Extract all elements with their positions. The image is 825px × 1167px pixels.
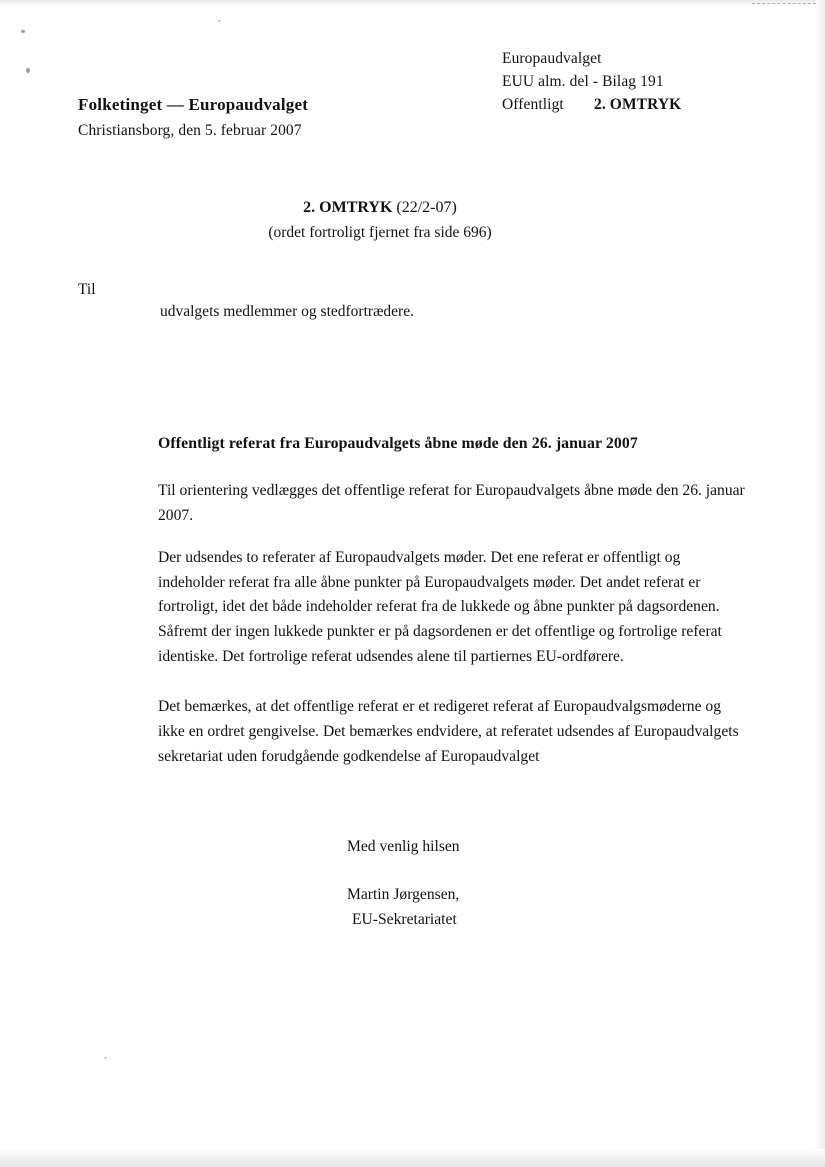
stamp-committee: Europaudvalget — [502, 50, 602, 67]
body-heading: Offentligt referat fra Europaudvalgets åbne møde den 26. januar 2007 — [158, 435, 638, 452]
scan-artifact-dashed-line — [752, 3, 816, 4]
organisation-name: Folketinget — Europaudvalget — [78, 95, 309, 114]
letter-body — [158, 432, 750, 787]
stamp-classification-row — [502, 94, 681, 117]
signer-department: EU-Sekretariatet — [352, 910, 457, 928]
signer-name: Martin Jørgensen, — [347, 886, 460, 903]
document-stamp — [502, 48, 681, 116]
closing-salutation: Med venlig hilsen — [347, 838, 460, 855]
scan-edge-bottom — [0, 1149, 825, 1167]
place-and-date: Christiansborg, den 5. februar 2007 — [78, 122, 302, 139]
reprint-notice-title-date: (22/2-07) — [392, 199, 457, 216]
scan-edge-top — [0, 0, 825, 6]
addressee-recipients: udvalgets medlemmer og stedfortrædere. — [160, 303, 414, 320]
body-paragraph: Til orientering vedlægges det offentlige referat for Europaudvalgets åbne møde den 26. januar 2007. — [158, 481, 745, 524]
stamp-classification: Offentligt — [502, 95, 564, 113]
body-paragraph: Det bemærkes, at det offentlige referat er et redigeret referat af Europaudvalgsmøderne og ikke en ordret gengivelse. Det bemærkes endvidere, at referatet udsendes af Europaudvalgets sekretariat uden forudgående godkendelse af Europaudvalget — [158, 698, 739, 765]
addressee-label: Til — [78, 281, 96, 298]
scan-speck — [21, 30, 25, 33]
stamp-reprint-label: 2. OMTRYK — [594, 95, 682, 113]
scan-edge-right — [815, 0, 825, 1167]
reprint-notice-subtitle: (ordet fortroligt fjernet fra side 696) — [268, 223, 492, 241]
scan-speck — [26, 68, 30, 73]
signature-block — [347, 883, 459, 933]
reprint-notice-title — [0, 196, 760, 221]
body-paragraph: Der udsendes to referater af Europaudvalgets møder. Det ene referat er offentligt og indeholder referat fra alle åbne punkter på Europaudvalgets møder. Det andet referat er fortroligt, idet det både indeholder referat fra de lukkede og åbne punkter på dagsordenen. Såfremt der ingen lukkede punkter er på dagsordenen er det offentlige og fortrolige referat identiske. Det fortrolige referat udsendes alene til partiernes EU-ordførere. — [158, 549, 722, 665]
reprint-notice — [0, 196, 760, 245]
letterhead — [78, 95, 308, 140]
stamp-document-reference: EUU alm. del - Bilag 191 — [502, 72, 664, 90]
scan-speck — [218, 20, 221, 22]
scan-speck — [104, 1057, 107, 1059]
reprint-notice-title-bold: 2. OMTRYK — [303, 199, 393, 216]
